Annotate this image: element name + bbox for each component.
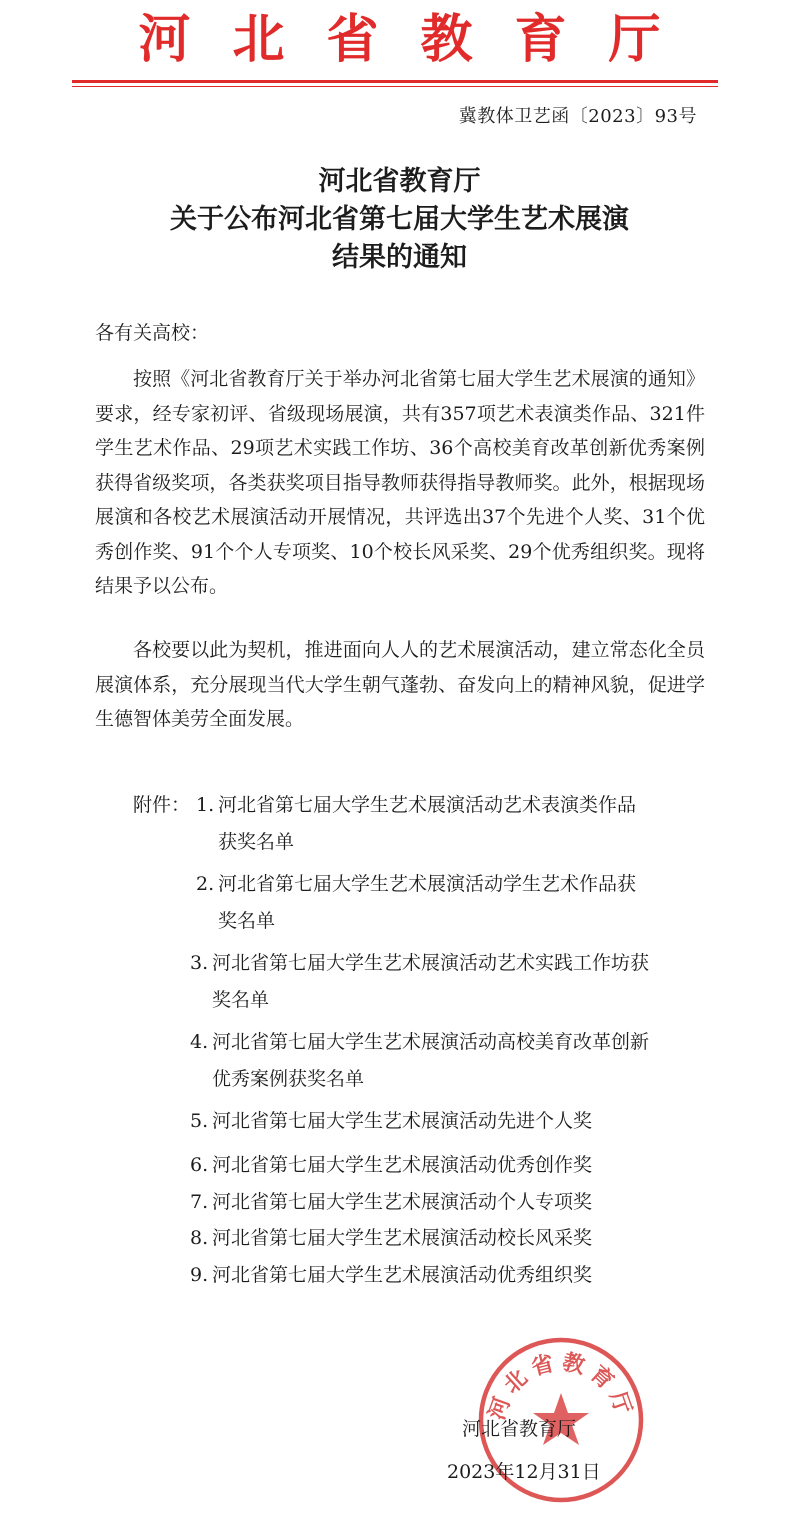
signature-organization: 河北省教育厅: [462, 1418, 577, 1440]
signature-date: 2023年12月31日: [447, 1461, 601, 1483]
attachment-number: 4.: [190, 1031, 209, 1053]
salutation: 各有关高校：: [95, 322, 210, 344]
attachment-title: 河北省第七届大学生艺术展演活动优秀创作奖: [212, 1154, 593, 1176]
attachment-title-cont: 获奖名单: [218, 831, 295, 853]
letterhead-rule-thin: [72, 86, 718, 87]
attachment-title: 河北省第七届大学生艺术展演活动个人专项奖: [212, 1191, 593, 1213]
title-line-3: 结果的通知: [332, 242, 467, 273]
attachment-number: 5.: [190, 1110, 209, 1132]
attachment-number: 7.: [190, 1191, 209, 1213]
title-line-2: 关于公布河北省第七届大学生艺术展演: [170, 204, 629, 235]
svg-text:河北省教育厅: 河北省教育厅: [484, 1349, 638, 1424]
attachments-label: 附件：: [133, 794, 191, 816]
title-line-1: 河北省教育厅: [318, 166, 481, 197]
letterhead-rule: [72, 80, 718, 83]
body-paragraph-2: 各校要以此为契机，推进面向人人的艺术展演活动，建立常态化全员展演体系，充分展现当代大学生朝气蓬勃、奋发向上的精神风貌，促进学生德智体美劳全面发展。: [95, 639, 705, 730]
attachment-number: 6.: [190, 1154, 209, 1176]
attachment-title-cont: 奖名单: [218, 910, 276, 932]
body-paragraph-1: 按照《河北省教育厅关于举办河北省第七届大学生艺术展演的通知》要求，经专家初评、省级现场展演，共有357项艺术表演类作品、321件学生艺术作品、29项艺术实践工作坊、36个高校美育改革创新优秀案例获得省级奖项，各类获奖项目指导教师获得指导教师奖。此外，根据现场展演和各校艺术展演活动开展情况，共评选出37个先进个人奖、31个优秀创作奖、91个个人专项奖、10个校长风采奖、29个优秀组织奖。现将结果予以公布。: [95, 368, 705, 597]
attachment-title-cont: 奖名单: [212, 989, 270, 1011]
document-number: 冀教体卫艺函〔2023〕93号: [458, 106, 697, 127]
attachment-title: 河北省第七届大学生艺术展演活动高校美育改革创新: [212, 1031, 650, 1053]
attachment-number: 2.: [196, 873, 215, 895]
attachment-title: 河北省第七届大学生艺术展演活动学生艺术作品获: [218, 873, 637, 895]
attachment-title-cont: 优秀案例获奖名单: [212, 1068, 365, 1090]
attachment-number: 1.: [196, 794, 215, 816]
attachment-title: 河北省第七届大学生艺术展演活动艺术实践工作坊获: [212, 952, 650, 974]
attachment-title: 河北省第七届大学生艺术展演活动优秀组织奖: [212, 1264, 593, 1286]
attachment-number: 8.: [190, 1227, 209, 1249]
attachment-title: 河北省第七届大学生艺术展演活动校长风采奖: [212, 1227, 593, 1249]
attachment-title: 河北省第七届大学生艺术展演活动先进个人奖: [212, 1110, 593, 1132]
letterhead-title: 河北省教育厅: [138, 10, 703, 70]
attachment-number: 3.: [190, 952, 209, 974]
attachment-number: 9.: [190, 1264, 209, 1286]
attachment-title: 河北省第七届大学生艺术展演活动艺术表演类作品: [218, 794, 637, 816]
